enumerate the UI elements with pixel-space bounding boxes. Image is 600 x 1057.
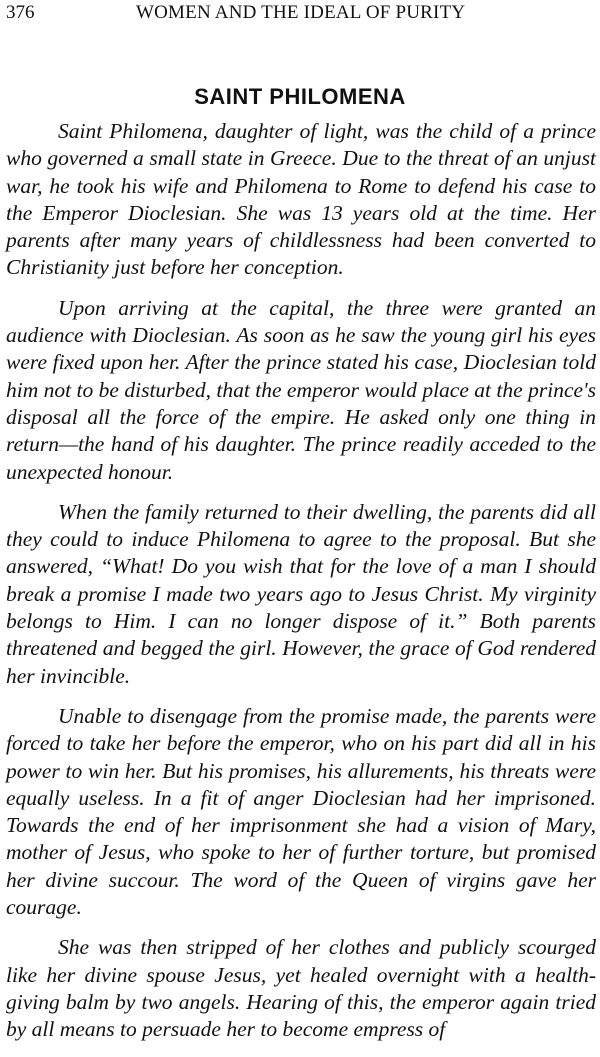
paragraph: Upon arriving at the capital, the three were granted an audience with Dioclesian. As soon as he saw the young girl his eyes were fixed upon her. After the prince stated his case, Dioclesian told him not to be disturbed, that the emperor would place at the prince's disposal all the force of the empire. He asked only one thing in return—the hand of his daughter. The prince readily acceded to the unexpected honour. bbox=[6, 295, 596, 484]
paragraph: Unable to disengage from the promise made, the parents were forced to take her before the emperor, who on his part did all in his power to win her. But his promises, his allurements, his threats were equally useless. In a fit of anger Dioclesian had her imprisoned. Towards the end of her imprisonment she had a vision of Mary, mother of Jesus, who spoke to her of further torture, but promised her divine succour. The word of the Queen of virgins gave her courage. bbox=[6, 703, 596, 920]
running-title: WOMEN AND THE IDEAL OF PURITY bbox=[136, 2, 466, 23]
body-text bbox=[6, 118, 596, 1057]
paragraph: When the family returned to their dwelling, the parents did all they could to induce Philomena to agree to the proposal. But she answered, “What! Do you wish that for the love of a man I should break a promise I made two years ago to Jesus Christ. My virginity belongs to Him. I can no longer dispose of it.” Both parents threatened and begged the girl. However, the grace of God rendered her invincible. bbox=[6, 499, 596, 688]
section-title: SAINT PHILOMENA bbox=[194, 84, 406, 109]
paragraph: Saint Philomena, daughter of light, was the child of a prince who governed a small state in Greece. Due to the threat of an unjust war, he took his wife and Philomena to Rome to defend his case to the Emperor Dioclesian. She was 13 years old at the time. Her parents after many years of childlessness had been converted to Christianity just before her conception. bbox=[6, 119, 596, 280]
page-number: 376 bbox=[6, 2, 35, 23]
running-head bbox=[6, 2, 594, 28]
paragraph: She was then stripped of her clothes and publicly scourged like her divine spouse Jesus, yet healed overnight with a health-giving balm by two angels. Hearing of this, the emperor again tried by all means to persuade her to become empress of bbox=[6, 935, 596, 1042]
